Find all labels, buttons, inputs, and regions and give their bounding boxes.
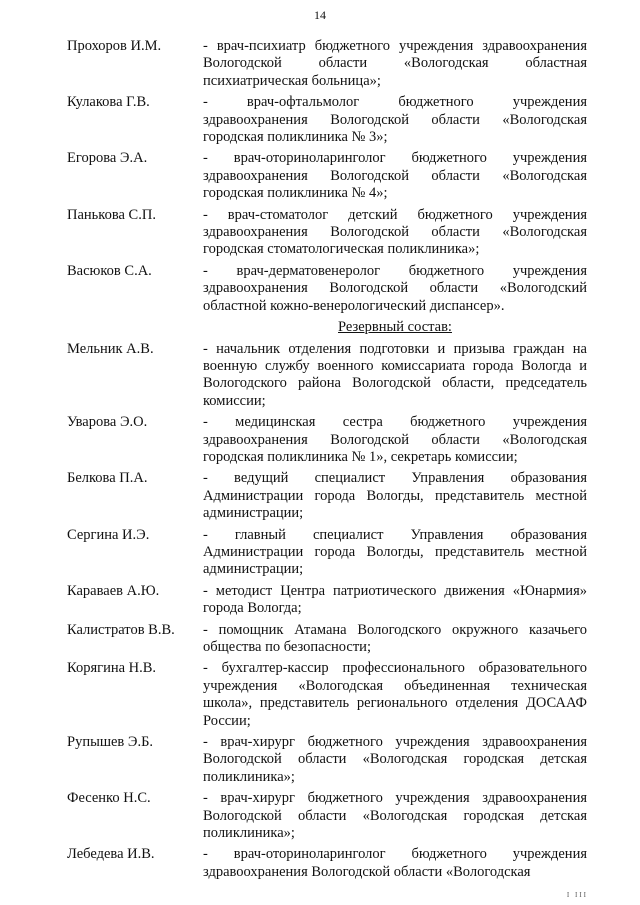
member-role: - врач-стоматолог детский бюджетного учреждения здравоохранения Вологодской области «Вологодская городская стоматологическая поликлиника»; bbox=[203, 206, 587, 258]
member-name: Калистратов В.В. bbox=[67, 621, 175, 638]
reserve-member-row bbox=[67, 622, 587, 657]
member-role: - начальник отделения подготовки и призыва граждан на военную службу военного комиссариата города Вологда и Вологодского района Вологодской области, председатель комиссии; bbox=[203, 340, 587, 409]
member-role: - врач-оториноларинголог бюджетного учреждения здравоохранения Вологодской области «Вологодская городская поликлиника № 4»; bbox=[203, 150, 587, 202]
member-role: - врач-оториноларинголог бюджетного учреждения здравоохранения Вологодской области «Вологодская bbox=[203, 846, 587, 880]
page-number: 14 bbox=[314, 8, 326, 22]
member-role: - главный специалист Управления образования Администрации города Вологды, представитель местной администрации; bbox=[203, 526, 587, 578]
reserve-member-row bbox=[67, 470, 587, 522]
member-list bbox=[67, 38, 587, 885]
member-name: Лебедева И.В. bbox=[67, 846, 155, 863]
member-role: - медицинская сестра бюджетного учреждения здравоохранения Вологодской области «Вологодская городская поликлиника № 1», секретарь комиссии; bbox=[203, 414, 587, 465]
reserve-member-row bbox=[67, 846, 587, 881]
member-row bbox=[67, 94, 587, 146]
reserve-member-row bbox=[67, 660, 587, 730]
member-row bbox=[67, 150, 587, 202]
member-name: Кулакова Г.В. bbox=[67, 94, 150, 111]
member-name: Сергина И.Э. bbox=[67, 526, 150, 543]
member-name: Васюков С.А. bbox=[67, 262, 152, 279]
member-name: Белкова П.А. bbox=[67, 470, 148, 487]
member-name: Панькова С.П. bbox=[67, 206, 156, 223]
member-role: - врач-хирург бюджетного учреждения здравоохранения Вологодской области «Вологодская городская детская поликлиника»; bbox=[203, 734, 587, 785]
member-name: Прохоров И.М. bbox=[67, 38, 162, 54]
member-role: - ведущий специалист Управления образования Администрации города Вологды, представитель местной администрации; bbox=[203, 470, 587, 522]
reserve-member-row bbox=[67, 734, 587, 786]
member-role: - врач-дерматовенеролог бюджетного учреждения здравоохранения Вологодской области «Вологодский областной кожно-венерологический диспансер». bbox=[203, 262, 587, 314]
member-role: - врач-хирург бюджетного учреждения здравоохранения Вологодской области «Вологодская городская детская поликлиника»; bbox=[203, 790, 587, 842]
member-role: - бухгалтер-кассир профессионального образовательного учреждения «Вологодская объединенная техническая школа», представитель регионального отделения ДОСААФ России; bbox=[203, 660, 587, 729]
member-role: - врач-офтальмолог бюджетного учреждения здравоохранения Вологодской области «Вологодская городская поликлиника № 3»; bbox=[203, 94, 587, 146]
member-name: Караваев А.Ю. bbox=[67, 582, 160, 599]
member-role: - врач-психиатр бюджетного учреждения здравоохранения Вологодской области «Вологодская областная психиатрическая больница»; bbox=[203, 38, 587, 89]
member-role: - помощник Атамана Вологодского окружного казачьего общества по безопасности; bbox=[203, 621, 587, 655]
member-name: Рупышев Э.Б. bbox=[67, 734, 154, 751]
reserve-member-row bbox=[67, 583, 587, 618]
member-name: Мельник А.В. bbox=[67, 340, 154, 357]
footer-mark: I III bbox=[566, 891, 588, 899]
member-role: - методист Центра патриотического движения «Юнармия» города Вологда; bbox=[203, 582, 587, 617]
member-name: Егорова Э.А. bbox=[67, 150, 148, 167]
member-name: Фесенко Н.С. bbox=[67, 790, 151, 807]
reserve-member-row bbox=[67, 527, 587, 579]
reserve-section-title: Резервный состав: bbox=[338, 319, 452, 336]
member-name: Корягина Н.В. bbox=[67, 660, 157, 677]
reserve-member-row bbox=[67, 414, 587, 466]
member-row bbox=[67, 38, 587, 90]
reserve-member-row bbox=[67, 341, 587, 411]
member-name: Уварова Э.О. bbox=[67, 414, 148, 431]
member-row bbox=[67, 207, 587, 259]
member-row bbox=[67, 263, 587, 315]
reserve-member-row bbox=[67, 790, 587, 842]
